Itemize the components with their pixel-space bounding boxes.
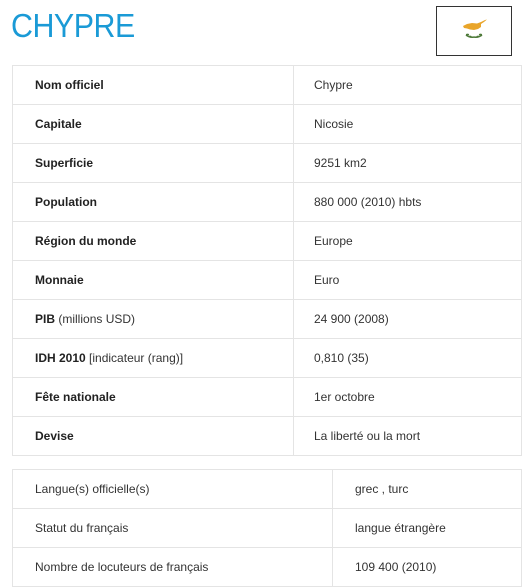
row-value-fete-nationale: 1er octobre xyxy=(294,378,522,417)
row-label-pib xyxy=(13,300,294,339)
table-row xyxy=(13,222,522,261)
table-row xyxy=(13,509,522,548)
row-value-devise: La liberté ou la mort xyxy=(294,417,522,456)
table-row xyxy=(13,548,522,587)
row-value-region: Europe xyxy=(294,222,522,261)
table-row xyxy=(13,417,522,456)
country-info-table xyxy=(12,65,522,456)
table-row xyxy=(13,378,522,417)
row-label-idh xyxy=(13,339,294,378)
row-label-statut: Statut du français xyxy=(13,509,333,548)
row-label-fete-nationale: Fête nationale xyxy=(13,378,294,417)
row-label-region: Région du monde xyxy=(13,222,294,261)
row-value-superficie: 9251 km2 xyxy=(294,144,522,183)
row-label-locuteurs: Nombre de locuteurs de français xyxy=(13,548,333,587)
row-label-nom-officiel: Nom officiel xyxy=(13,66,294,105)
row-label-pib-text: PIB xyxy=(35,312,56,326)
row-label-pib-suffix: (millions USD) xyxy=(58,312,136,326)
language-info-table xyxy=(12,469,522,587)
table-row xyxy=(13,183,522,222)
table-row xyxy=(13,339,522,378)
table-row xyxy=(13,261,522,300)
row-label-capitale: Capitale xyxy=(13,105,294,144)
row-value-locuteurs: 109 400 (2010) xyxy=(333,548,522,587)
table-row xyxy=(13,470,522,509)
row-label-population: Population xyxy=(13,183,294,222)
row-label-devise: Devise xyxy=(13,417,294,456)
page-title: CHYPRE xyxy=(11,7,135,44)
cyprus-flag-icon xyxy=(436,6,512,56)
row-value-monnaie: Euro xyxy=(294,261,522,300)
row-value-nom-officiel: Chypre xyxy=(294,66,522,105)
row-value-idh: 0,810 (35) xyxy=(294,339,522,378)
table-row xyxy=(13,105,522,144)
table-row xyxy=(13,144,522,183)
row-value-pib: 24 900 (2008) xyxy=(294,300,522,339)
row-value-population: 880 000 (2010) hbts xyxy=(294,183,522,222)
row-value-capitale: Nicosie xyxy=(294,105,522,144)
row-value-langues: grec , turc xyxy=(333,470,522,509)
row-label-monnaie: Monnaie xyxy=(13,261,294,300)
row-label-idh-text: IDH 2010 xyxy=(35,351,86,365)
row-label-idh-suffix: [indicateur (rang)] xyxy=(89,351,184,365)
row-value-statut: langue étrangère xyxy=(333,509,522,548)
row-label-langues: Langue(s) officielle(s) xyxy=(13,470,333,509)
table-row xyxy=(13,300,522,339)
table-row xyxy=(13,66,522,105)
row-label-superficie: Superficie xyxy=(13,144,294,183)
